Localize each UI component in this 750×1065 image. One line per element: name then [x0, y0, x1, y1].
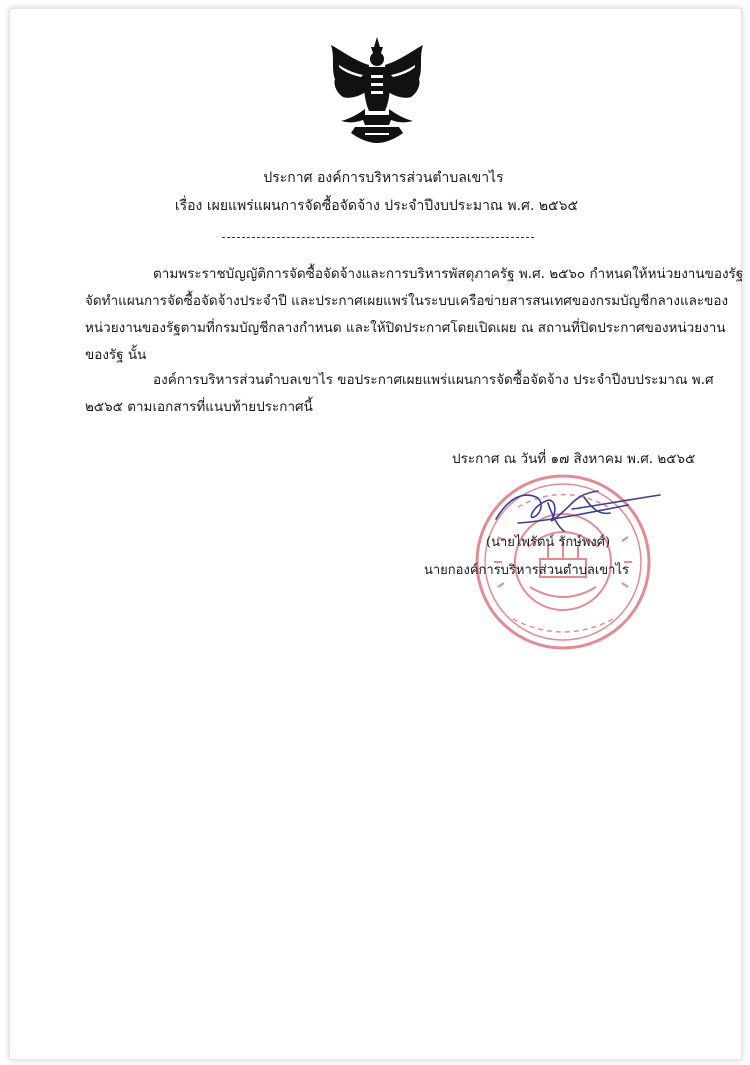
paragraph-line: ของรัฐ นั้น	[85, 347, 147, 363]
signer-name: (นายไพรัตน์ รักษ์พงศ์)	[486, 535, 611, 550]
body-paragraph-1	[85, 261, 744, 369]
body-paragraph-2	[85, 367, 714, 421]
announcement-subject: เรื่อง เผยแพร่แผนการจัดซื้อจัดจ้าง ประจำปีงบประมาณ พ.ศ. ๒๕๖๕	[174, 198, 579, 214]
garuda-emblem-icon	[325, 35, 429, 147]
announcement-title: ประกาศ องค์การบริหารส่วนตำบลเขาไร	[263, 170, 504, 186]
paragraph-line: องค์การบริหารส่วนตำบลเขาไร ขอประกาศเผยแพร่แผนการจัดซื้อจัดจ้าง ประจำปีงบประมาณ พ.ศ	[153, 372, 714, 388]
announcement-date: ประกาศ ณ วันที่ ๑๗ สิงหาคม พ.ศ. ๒๕๖๕	[452, 451, 696, 467]
handwritten-signature	[488, 479, 663, 539]
paragraph-line: หน่วยงานของรัฐตามที่กรมบัญชีกลางกำหนด และให้ปิดประกาศโดยเปิดเผย ณ สถานที่ปิดประกาศของหน่วยงาน	[85, 320, 726, 336]
paragraph-line: จัดทำแผนการจัดซื้อจัดจ้างประจำปี และประกาศเผยแพร่ในระบบเครือข่ายสารสนเทศของกรมบัญชีกลางและของ	[85, 293, 729, 309]
paragraph-line: ตามพระราชบัญญัติการจัดซื้อจัดจ้างและการบริหารพัสดุภาครัฐ พ.ศ. ๒๕๖๐ กำหนดให้หน่วยงานของรัฐ	[153, 266, 744, 282]
separator-line	[222, 237, 534, 240]
paragraph-line: ๒๕๖๕ ตามเอกสารที่แนบท้ายประกาศนี้	[85, 399, 313, 415]
signer-title: นายกองค์การบริหารส่วนตำบลเขาไร	[424, 563, 629, 578]
document-page	[9, 8, 742, 1060]
